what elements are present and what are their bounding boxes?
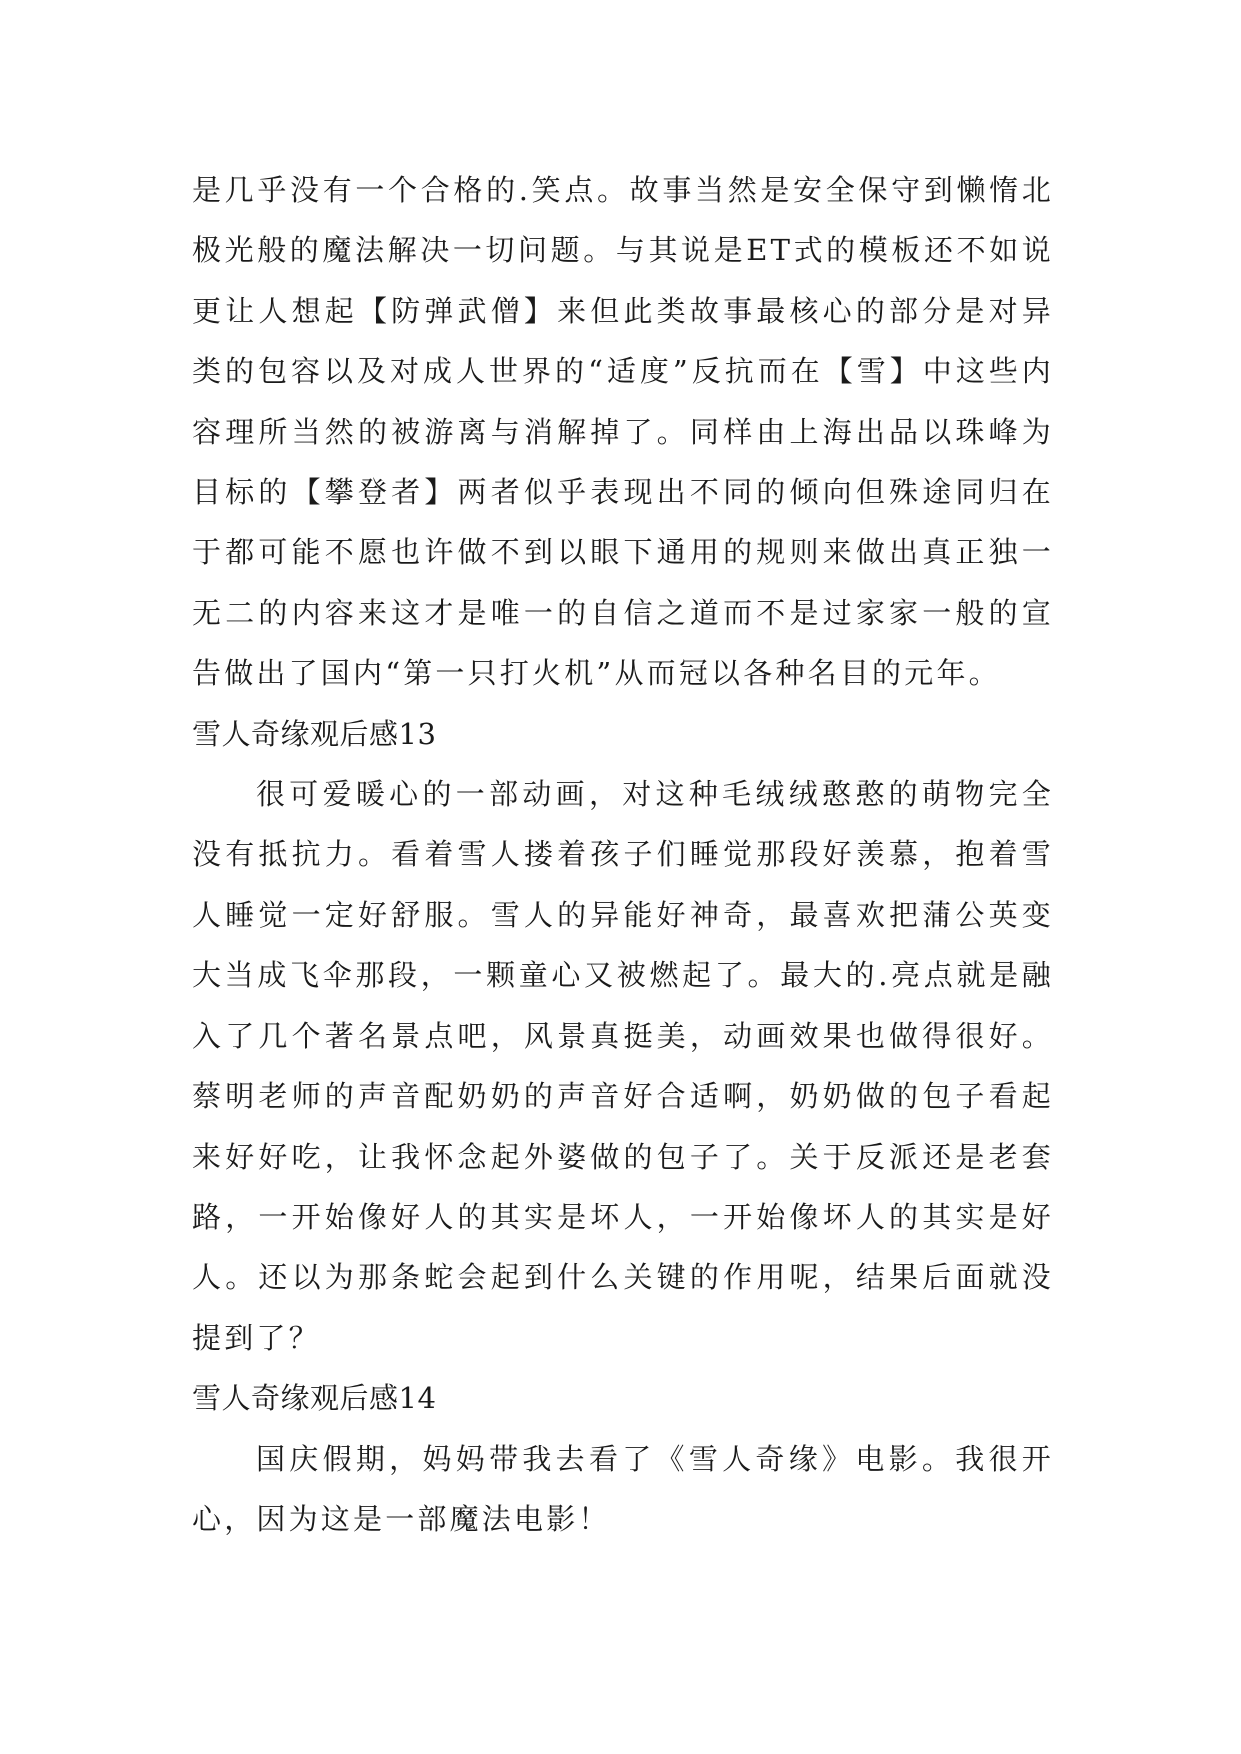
section-heading-14: 雪人奇缘观后感14 xyxy=(192,1381,437,1416)
document-body xyxy=(192,160,1054,1549)
paragraph-13: 很可爱暖心的一部动画，对这种毛绒绒憨憨的萌物完全没有抵抗力。看着雪人搂着孩子们睡觉那段好羡慕，抱着雪人睡觉一定好舒服。雪人的异能好神奇，最喜欢把蒲公英变大当成飞伞那段，一颗童心又被燃起了。最大的.亮点就是融入了几个著名景点吧，风景真挺美，动画效果也做得很好。蔡明老师的声音配奶奶的声音好合适啊，奶奶做的包子看起来好好吃，让我怀念起外婆做的包子了。关于反派还是老套路，一开始像好人的其实是坏人，一开始像坏人的其实是好人。还以为那条蛇会起到什么关键的作用呢，结果后面就没提到了？ xyxy=(192,777,1054,1355)
section-heading-13: 雪人奇缘观后感13 xyxy=(192,716,437,751)
paragraph-14: 国庆假期，妈妈带我去看了《雪人奇缘》电影。我很开心，因为这是一部魔法电影！ xyxy=(192,1441,1054,1536)
paragraph-intro: 是几乎没有一个合格的.笑点。故事当然是安全保守到懒惰北极光般的魔法解决一切问题。与其说是ET式的模板还不如说更让人想起【防弹武僧】来但此类故事最核心的部分是对异类的包容以及对成人世界的“适度”反抗而在【雪】中这些内容理所当然的被游离与消解掉了。同样由上海出品以珠峰为目标的【攀登者】两者似乎表现出不同的倾向但殊途同归在于都可能不愿也许做不到以眼下通用的规则来做出真正独一无二的内容来这才是唯一的自信之道而不是过家家一般的宣告做出了国内“第一只打火机”从而冠以各种名目的元年。 xyxy=(192,173,1054,691)
